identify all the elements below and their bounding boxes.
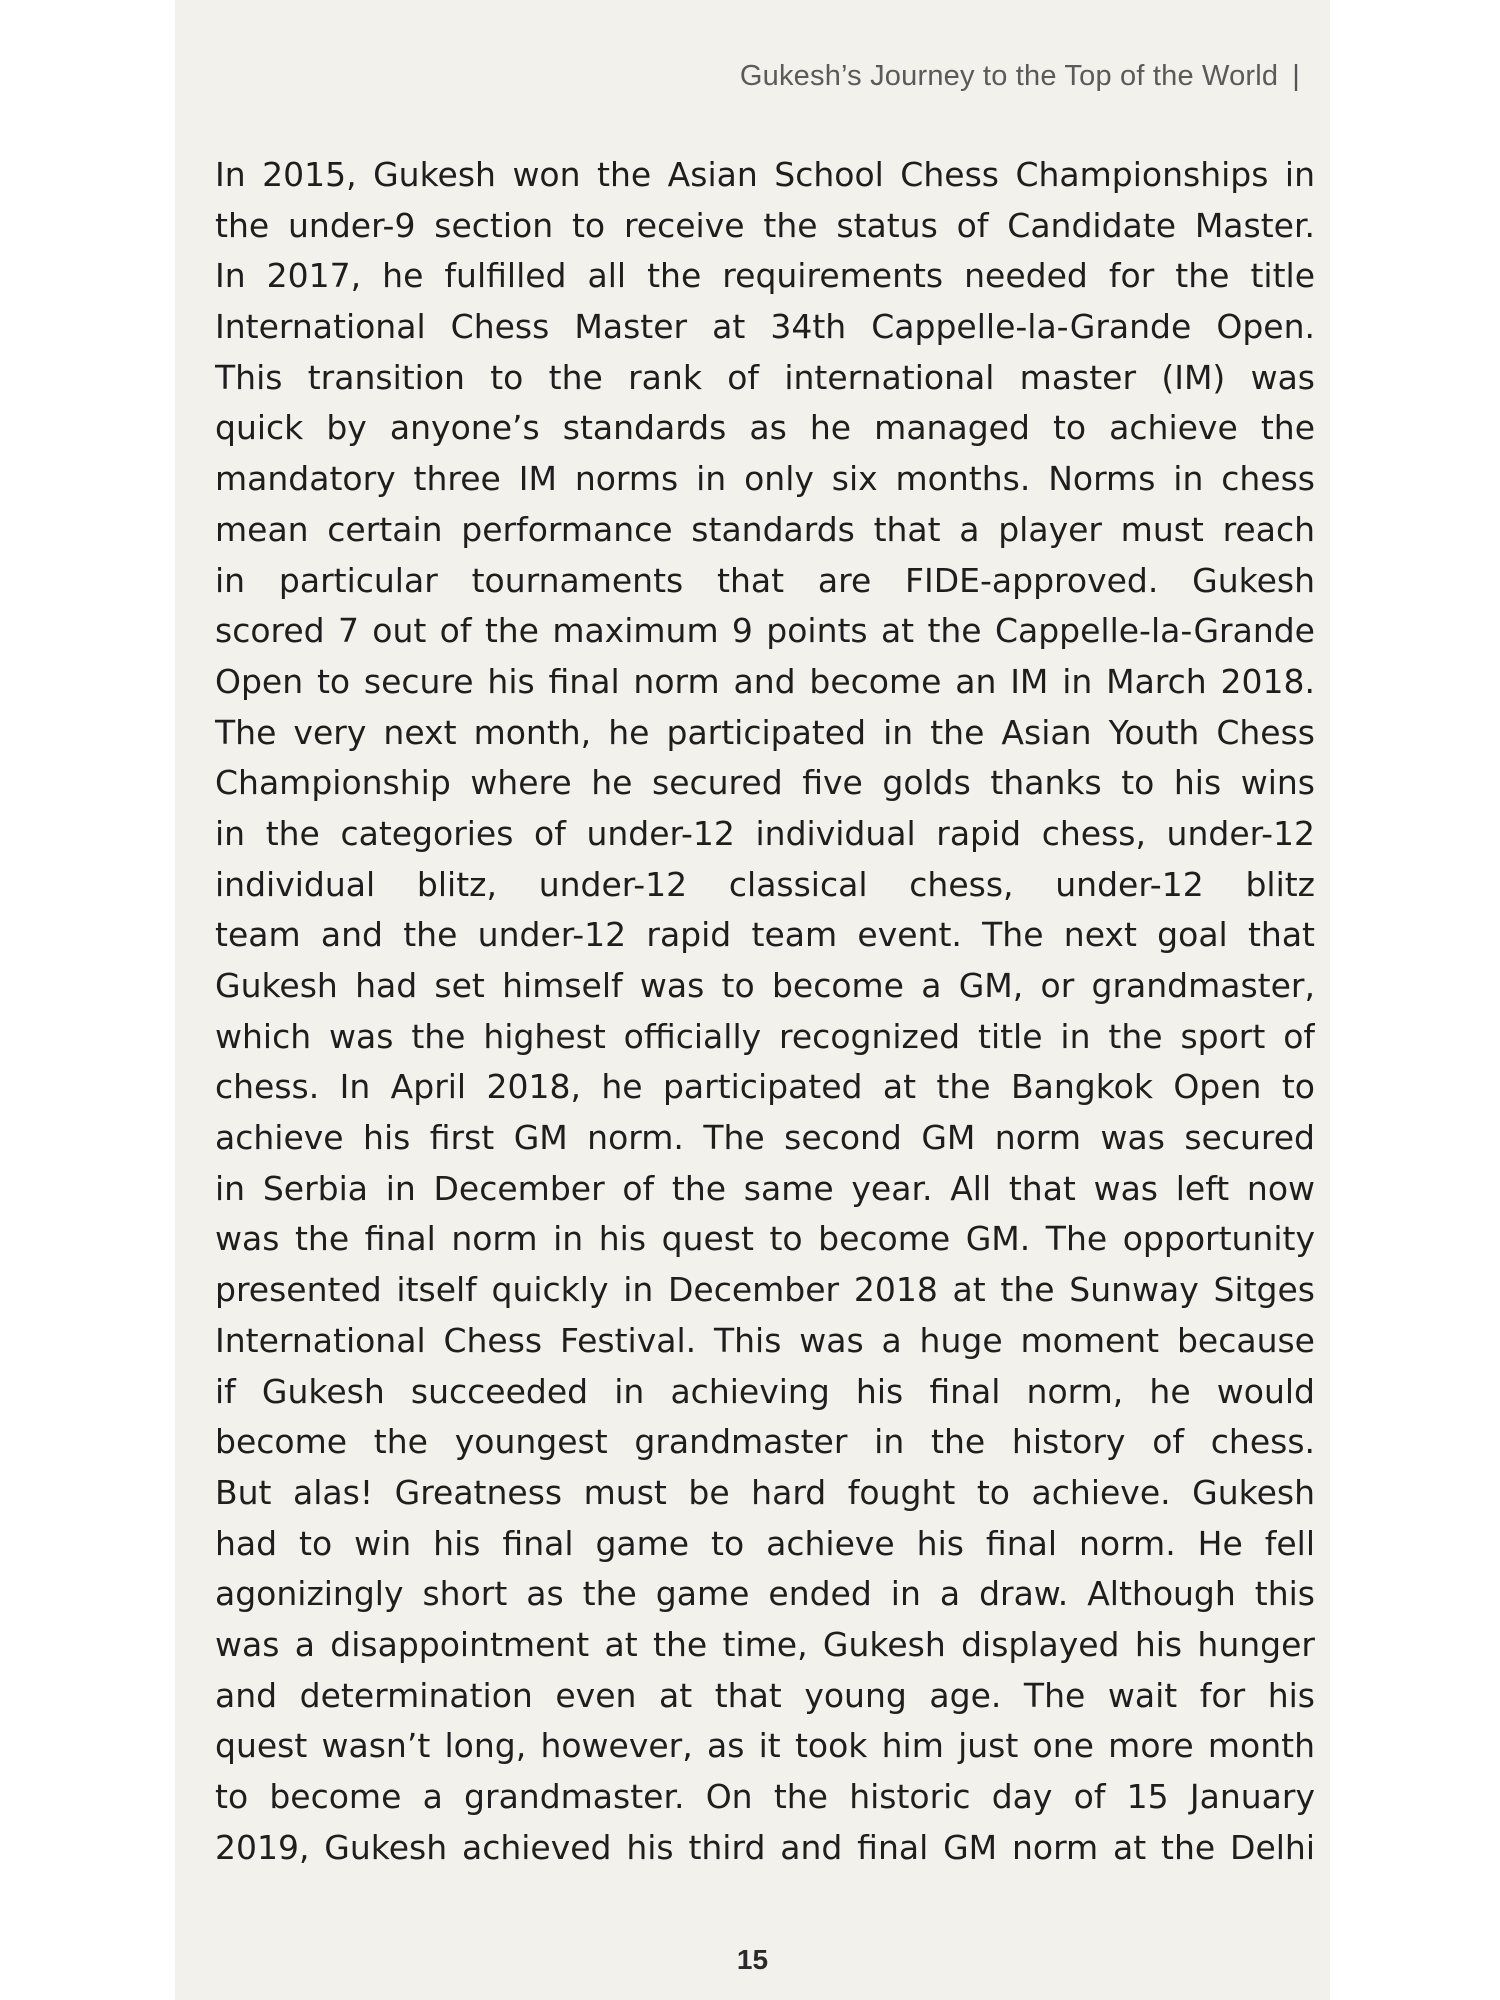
text-line: become the youngest grandmaster in the history of chess. (215, 1422, 1315, 1462)
text-line: and determination even at that young age. The wait for his (215, 1675, 1315, 1715)
text-line: Open to secure his final norm and become an IM in March 2018. (215, 661, 1315, 701)
text-line: individual blitz, under-12 classical chess, under-12 blitz (215, 864, 1315, 904)
book-page (175, 0, 1330, 2000)
text-line: quick by anyone’s standards as he managed to achieve the (215, 408, 1315, 448)
text-line: chess. In April 2018, he participated at the Bangkok Open to (215, 1067, 1315, 1107)
body-paragraph (215, 150, 1315, 1873)
text-line: International Chess Festival. This was a huge moment because (215, 1320, 1315, 1360)
text-line: which was the highest officially recognized title in the sport of (215, 1016, 1315, 1056)
text-line: This transition to the rank of international master (IM) was (215, 357, 1315, 397)
text-line: International Chess Master at 34th Cappelle-la-Grande Open. (215, 307, 1315, 347)
text-line: achieve his first GM norm. The second GM norm was secured (215, 1118, 1315, 1158)
text-line: scored 7 out of the maximum 9 points at the Cappelle-la-Grande (215, 611, 1315, 651)
text-line: quest wasn’t long, however, as it took him just one more month (215, 1726, 1315, 1766)
text-line: Championship where he secured five golds thanks to his wins (215, 763, 1315, 803)
text-line: was the final norm in his quest to become GM. The opportunity (215, 1219, 1315, 1259)
text-line: agonizingly short as the game ended in a draw. Although this (215, 1574, 1315, 1614)
header-separator: | (1292, 60, 1300, 92)
text-line: if Gukesh succeeded in achieving his final norm, he would (215, 1371, 1315, 1411)
running-title: Gukesh’s Journey to the Top of the World (739, 60, 1279, 92)
text-line: But alas! Greatness must be hard fought to achieve. Gukesh (215, 1472, 1315, 1512)
running-header (740, 60, 1300, 93)
text-line: mandatory three IM norms in only six months. Norms in chess (215, 459, 1315, 499)
text-line: Gukesh had set himself was to become a GM, or grandmaster, (215, 966, 1315, 1005)
text-line: mean certain performance standards that a player must reach (215, 509, 1315, 549)
text-line: the under-9 section to receive the status of Candidate Master. (215, 205, 1315, 245)
text-line: 2019, Gukesh achieved his third and final GM norm at the Delhi (215, 1827, 1315, 1867)
text-line: to become a grandmaster. On the historic day of 15 January (215, 1777, 1315, 1816)
text-line: in the categories of under-12 individual rapid chess, under-12 (215, 813, 1315, 853)
text-line: had to win his final game to achieve his final norm. He fell (215, 1523, 1315, 1563)
text-line: in particular tournaments that are FIDE-approved. Gukesh (215, 560, 1315, 600)
text-line: In 2017, he fulfilled all the requirements needed for the title (215, 256, 1315, 296)
text-line: In 2015, Gukesh won the Asian School Chess Championships in (215, 155, 1315, 194)
text-line: in Serbia in December of the same year. All that was left now (215, 1168, 1315, 1208)
page-number: 15 (736, 1944, 769, 1975)
text-line: was a disappointment at the time, Gukesh displayed his hunger (215, 1624, 1315, 1664)
text-line: The very next month, he participated in the Asian Youth Chess (215, 712, 1315, 752)
text-line: team and the under-12 rapid team event. The next goal that (215, 915, 1315, 955)
text-line: presented itself quickly in December 2018 at the Sunway Sitges (215, 1270, 1315, 1310)
